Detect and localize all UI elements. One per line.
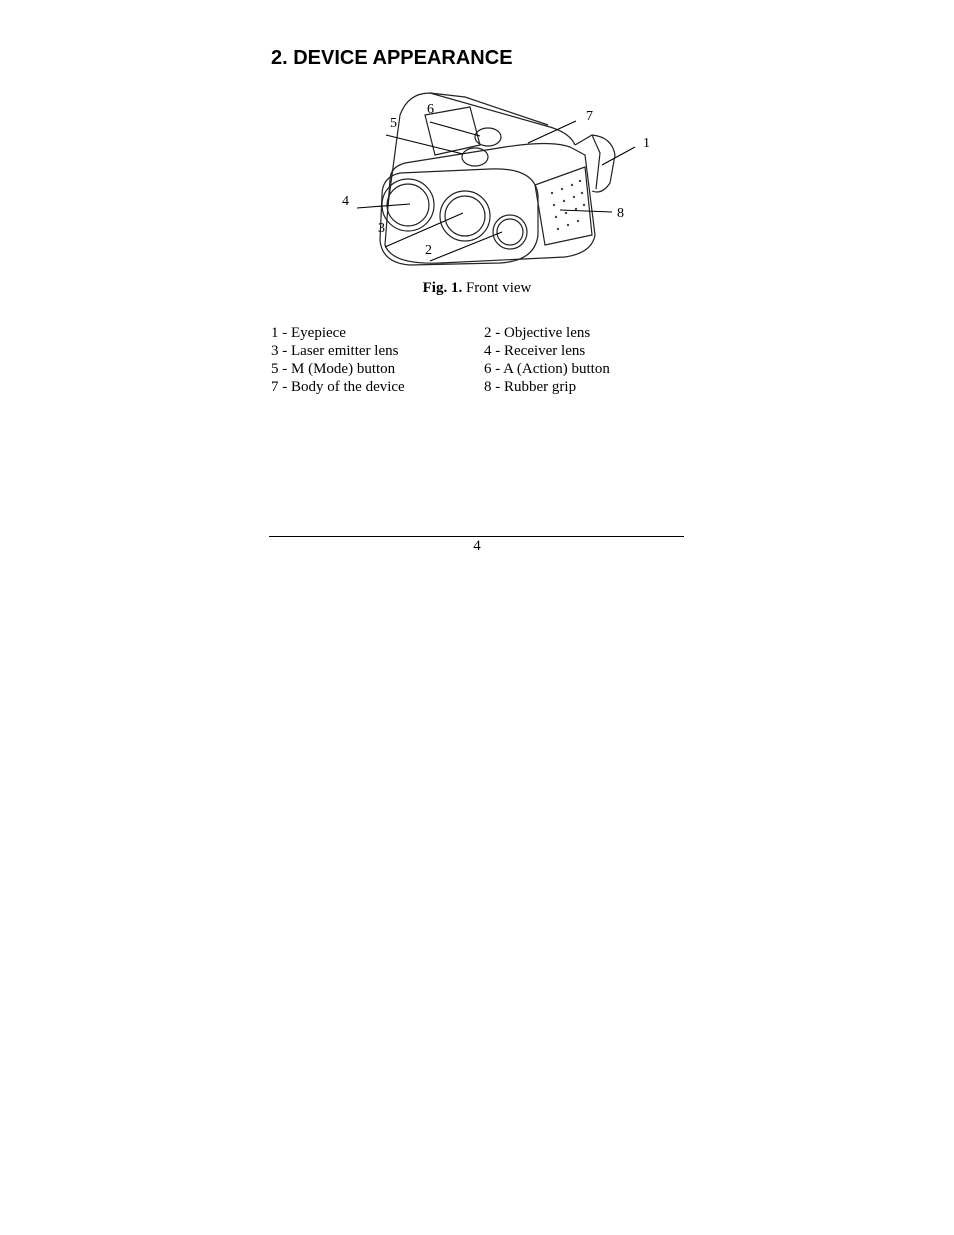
- section-heading: 2. DEVICE APPEARANCE: [271, 47, 513, 69]
- legend-item: 8 - Rubber grip: [484, 379, 577, 395]
- callout-number-4: 4: [342, 194, 349, 209]
- legend-row: [271, 378, 691, 396]
- rangefinder-illustration: [330, 85, 660, 275]
- leader-line-4: [357, 204, 410, 208]
- leader-line-7: [528, 121, 576, 143]
- legend-item: 2 - Objective lens: [484, 325, 591, 341]
- page-number: 4: [473, 538, 481, 554]
- legend-item: 1 - Eyepiece: [271, 325, 346, 341]
- callout-number-2: 2: [425, 243, 432, 258]
- figure-caption: [0, 280, 954, 297]
- callout-number-5: 5: [390, 116, 397, 131]
- figure-caption-label: Fig. 1.: [422, 280, 463, 296]
- callout-number-6: 6: [427, 102, 434, 117]
- legend-item: 3 - Laser emitter lens: [271, 343, 399, 359]
- legend-item: 5 - M (Mode) button: [271, 361, 396, 377]
- legend-row: [271, 360, 691, 378]
- leader-line-6: [430, 122, 480, 136]
- legend-row: [271, 324, 691, 342]
- legend-item: 4 - Receiver lens: [484, 343, 586, 359]
- footer-divider: [269, 536, 684, 537]
- legend-row: [271, 342, 691, 360]
- leader-line-8: [560, 210, 612, 212]
- callout-number-3: 3: [378, 221, 385, 236]
- leader-line-1: [602, 147, 635, 165]
- callout-number-7: 7: [586, 109, 593, 124]
- legend-item: 7 - Body of the device: [271, 379, 405, 395]
- callout-number-8: 8: [617, 206, 624, 221]
- legend-item: 6 - A (Action) button: [484, 361, 610, 377]
- callout-number-1: 1: [643, 136, 650, 151]
- leader-line-5: [386, 135, 463, 154]
- device-front-view-figure: [330, 85, 660, 275]
- parts-legend: [271, 324, 691, 396]
- figure-caption-text: Front view: [462, 280, 532, 296]
